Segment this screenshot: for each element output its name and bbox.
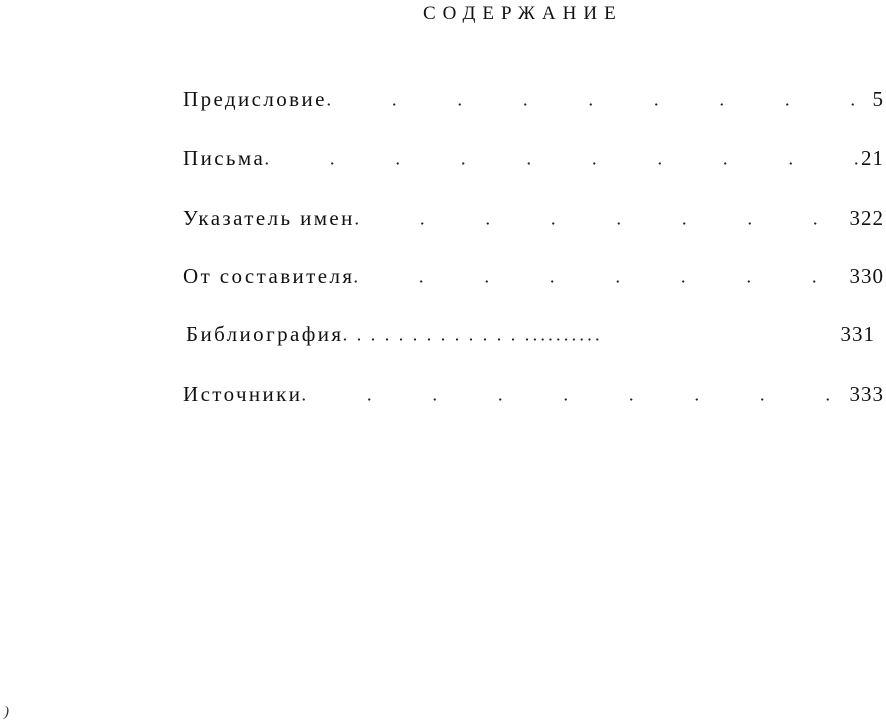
dot-leader xyxy=(302,398,849,401)
toc-entry-page: 21 xyxy=(861,146,884,170)
dot-leader xyxy=(327,103,873,106)
toc-entry-page: 331 xyxy=(840,322,875,346)
toc-entry-sources xyxy=(183,381,884,407)
toc-entry-preface xyxy=(183,86,884,112)
toc-entry-bibliography xyxy=(186,321,875,347)
marginal-mark: ) xyxy=(4,704,9,720)
toc-entry-page: 322 xyxy=(849,206,884,230)
toc-entry-label: Источники xyxy=(183,382,303,406)
toc-entry-label: Указатель имен xyxy=(183,206,355,230)
toc-entry-name-index xyxy=(183,205,884,231)
toc-entry-compiler-note xyxy=(183,263,884,289)
toc-entry-page: 5 xyxy=(872,87,884,111)
toc-entry-page: 330 xyxy=(849,264,884,288)
dot-leader xyxy=(533,338,603,341)
dot-leader xyxy=(343,338,533,341)
toc-entry-label: Библиография xyxy=(186,322,344,346)
dot-leader xyxy=(265,162,861,165)
dot-leader xyxy=(355,222,850,225)
page-title: СОДЕРЖАНИЕ xyxy=(423,3,623,24)
toc-entry-letters xyxy=(183,145,884,171)
toc-entry-label: Предисловие xyxy=(183,87,327,111)
toc-entry-label: От составителя xyxy=(183,264,355,288)
dot-leader xyxy=(354,280,849,283)
toc-entry-label: Письма xyxy=(183,146,266,170)
toc-entry-page: 333 xyxy=(849,382,884,406)
